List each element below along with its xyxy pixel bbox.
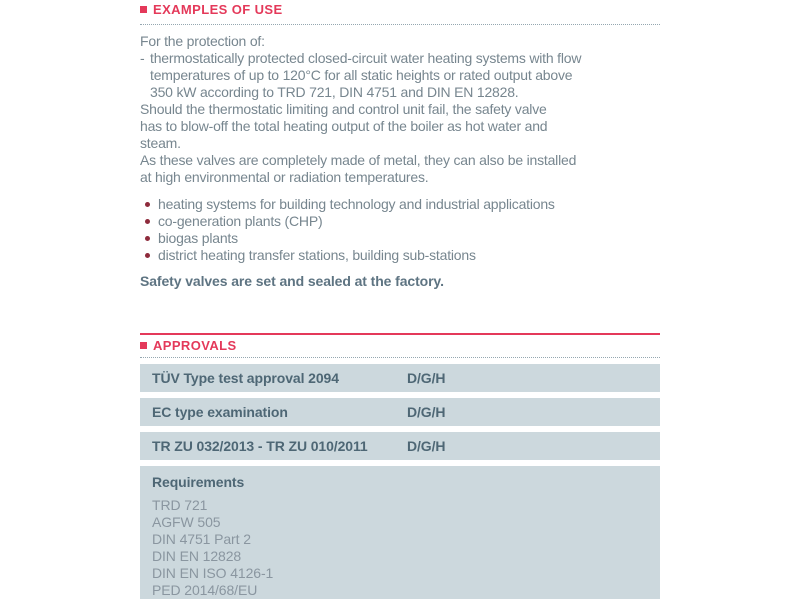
intro-line: For the protection of: <box>140 33 265 49</box>
approvals-row <box>140 364 660 392</box>
approvals-row <box>140 398 660 426</box>
approvals-row <box>140 432 660 460</box>
requirements-list <box>152 497 648 599</box>
dotted-divider <box>140 24 660 25</box>
bullet-text: co-generation plants (CHP) <box>158 213 323 229</box>
dash-item <box>140 50 660 101</box>
dash-item-line: 350 kW according to TRD 721, DIN 4751 and DIN EN 12828. <box>150 84 519 100</box>
section-header <box>140 3 660 16</box>
dash-item-line: temperatures of up to 120°C for all static heights or rated output above <box>150 67 573 83</box>
paragraph <box>140 101 660 152</box>
bullet-list <box>140 196 660 264</box>
bullet-icon <box>145 236 150 241</box>
approval-value: D/G/H <box>407 370 446 386</box>
approvals-table <box>140 364 660 460</box>
bullet-item <box>140 213 660 230</box>
paragraph-line: steam. <box>140 135 181 151</box>
bullet-icon <box>145 219 150 224</box>
paragraph <box>140 152 660 186</box>
requirement-item: DIN EN ISO 4126-1 <box>152 565 274 581</box>
requirement-item: DIN 4751 Part 2 <box>152 531 251 547</box>
requirements-panel <box>140 466 660 599</box>
bullet-text: biogas plants <box>158 230 238 246</box>
approval-label: EC type examination <box>152 404 288 420</box>
paragraph-line: has to blow-off the total heating output of the boiler as hot water and <box>140 118 548 134</box>
bullet-text: heating systems for building technology and industrial applications <box>158 196 555 212</box>
paragraph-line: Should the thermostatic limiting and control unit fail, the safety valve <box>140 101 547 117</box>
dotted-divider <box>140 357 660 358</box>
requirement-item: AGFW 505 <box>152 514 221 530</box>
section-marker-icon <box>140 342 147 349</box>
examples-of-use-section <box>140 0 660 290</box>
bullet-item <box>140 196 660 213</box>
approval-label: TR ZU 032/2013 - TR ZU 010/2011 <box>152 438 368 454</box>
paragraph-line: at high environmental or radiation temperatures. <box>140 169 429 185</box>
dash-marker: - <box>140 50 145 66</box>
approval-value: D/G/H <box>407 404 446 420</box>
body-text <box>140 33 660 290</box>
requirement-item: PED 2014/68/EU <box>152 582 258 598</box>
requirement-item: TRD 721 <box>152 497 208 513</box>
approval-value: D/G/H <box>407 438 446 454</box>
factory-note: Safety valves are set and sealed at the factory. <box>140 273 444 289</box>
section-title: EXAMPLES OF USE <box>153 2 283 17</box>
section-title: APPROVALS <box>153 338 237 353</box>
section-marker-icon <box>140 6 147 13</box>
bullet-text: district heating transfer stations, building sub-stations <box>158 247 476 263</box>
dash-item-line: thermostatically protected closed-circuit water heating systems with flow <box>150 50 582 66</box>
requirements-title: Requirements <box>152 474 245 490</box>
section-top-rule <box>140 333 660 335</box>
approval-label: TÜV Type test approval 2094 <box>152 370 339 386</box>
bullet-icon <box>145 253 150 258</box>
section-header <box>140 339 660 352</box>
approvals-section <box>140 333 660 599</box>
paragraph-line: As these valves are completely made of metal, they can also be installed <box>140 152 577 168</box>
bullet-item <box>140 247 660 264</box>
dash-item-lines <box>150 50 660 101</box>
bullet-item <box>140 230 660 247</box>
bullet-icon <box>145 202 150 207</box>
requirement-item: DIN EN 12828 <box>152 548 242 564</box>
